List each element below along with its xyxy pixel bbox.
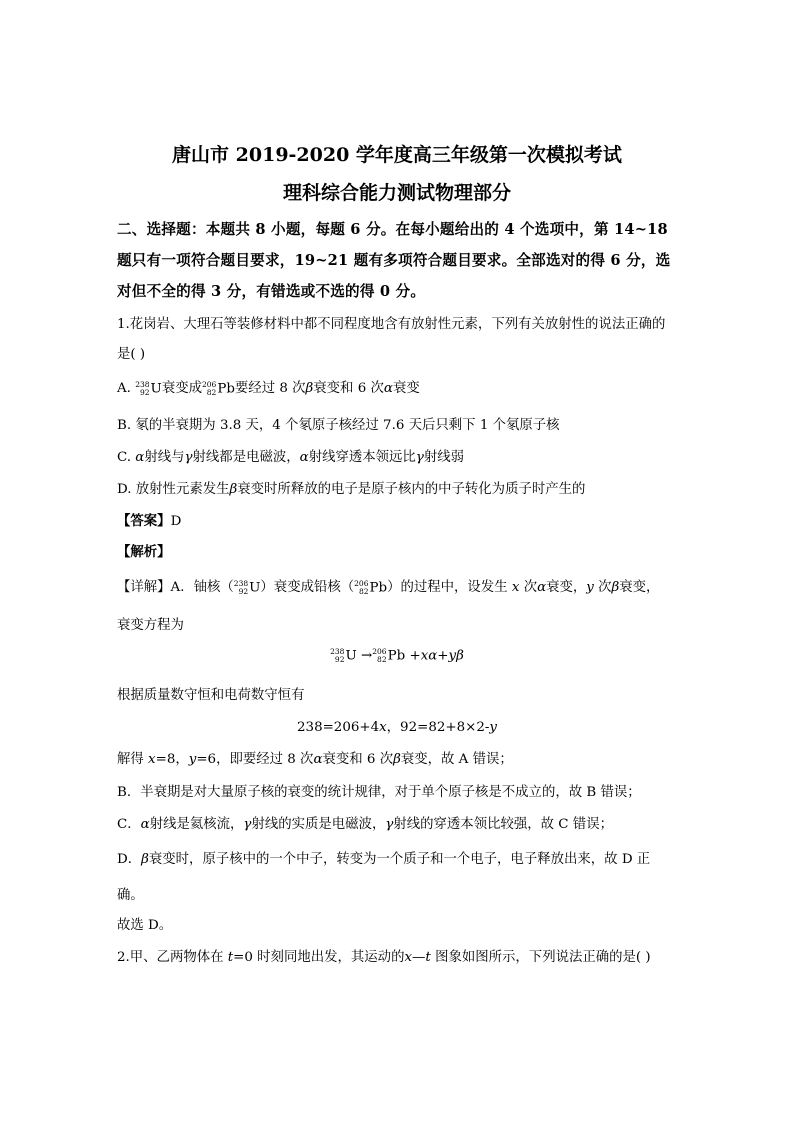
option-a: A. 238 92 U衰变成 206 82 Pb要经过 8 次β衰变和 6 次α衰变 xyxy=(117,379,420,397)
explanation-c: C．α射线是氦核流，γ射线的实质是电磁波，γ射线的穿透本领比较强，故 C 错误； xyxy=(117,817,613,832)
section-instructions-1: 二、选择题：本题共 8 小题，每题 6 分。在每小题给出的 4 个选项中，第 14~18 xyxy=(117,221,668,238)
conservation-text: 根据质量数守恒和电荷数守恒有 xyxy=(117,688,305,703)
solution-line: 解得 x=8，y=6，即要经过 8 次α衰变和 6 次β衰变，故 A 错误； xyxy=(117,752,513,767)
option-c: C. α射线与γ射线都是电磁波，α射线穿透本领远比γ射线弱 xyxy=(117,450,465,465)
analysis-label: 【解析】 xyxy=(117,544,171,560)
lead-nuclide: 206 82 Pb xyxy=(202,379,235,397)
decay-equation: 238 92 U → 206 82 Pb +xα+yβ xyxy=(330,647,464,664)
explanation-d: D．β衰变时，原子核中的一个中子，转变为一个质子和一个电子，电子释放出来，故 D 正 xyxy=(117,852,651,867)
section-instructions-3: 对但不全的得 3 分，有错选或不选的得 0 分。 xyxy=(117,283,426,300)
question-1-stem-cont: 是( ) xyxy=(117,347,146,362)
conservation-equation: 238=206+4x，92=82+8×2-y xyxy=(297,720,497,735)
option-b: B. 氡的半衰期为 3.8 天，4 个氡原子核经过 7.6 天后只剩下 1 个氡原子核 xyxy=(117,418,560,433)
answer: 【答案】D xyxy=(117,513,182,529)
question-2-stem: 2.甲、乙两物体在 t=0 时刻同地出发，其运动的x—t 图象如图所示，下列说法正确的是( ) xyxy=(117,950,651,965)
question-1-stem: 1.花岗岩、大理石等装修材料中都不同程度地含有放射性元素，下列有关放射性的说法正确的 xyxy=(117,317,666,332)
uranium-nuclide: 238 92 U xyxy=(135,379,162,397)
option-d: D. 放射性元素发生β衰变时所释放的电子是原子核内的中子转化为质子时产生的 xyxy=(117,482,586,497)
section-instructions-2: 题只有一项符合题目要求，19~21 题有多项符合题目要求。全部选对的得 6 分，选 xyxy=(117,252,671,269)
explanation-d-cont: 确。 xyxy=(117,888,144,903)
detail-line: 【详解】A．铀核（ 238 92 U）衰变成铅核（ 206 82 Pb）的过程中，设发生 x 次α衰变，y 次β衰变， xyxy=(117,578,660,596)
page-subtitle: 理科综合能力测试物理部分 xyxy=(282,182,511,204)
explanation-b: B．半衰期是对大量原子核的衰变的统计规律，对于单个原子核是不成立的，故 B 错误； xyxy=(117,785,641,800)
page-title: 唐山市 2019-2020 学年度高三年级第一次模拟考试 xyxy=(172,144,622,166)
choice-conclusion: 故选 D。 xyxy=(117,918,173,933)
equation-intro: 衰变方程为 xyxy=(117,618,184,633)
